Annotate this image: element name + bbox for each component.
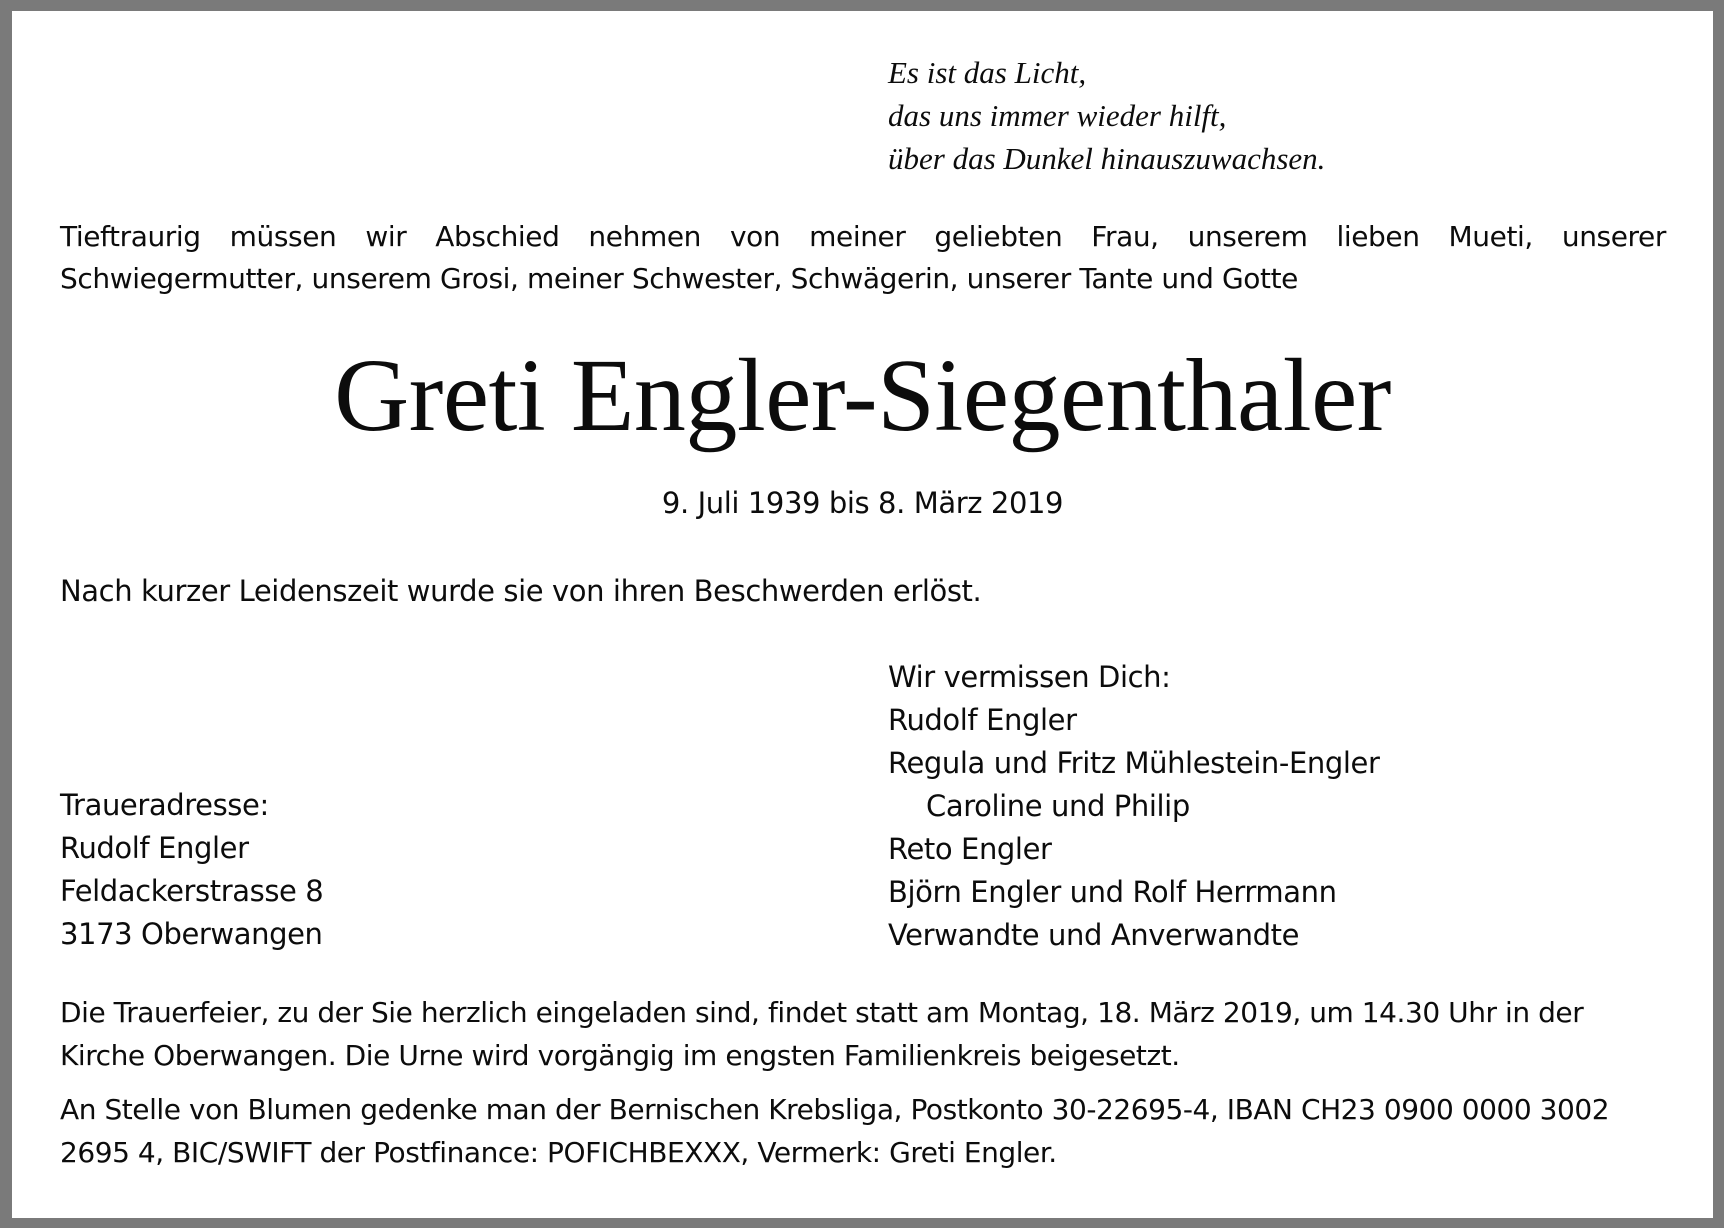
obituary-notice	[12, 11, 1713, 1218]
deceased-name: Greti Engler-Siegenthaler	[334, 338, 1391, 453]
life-dates: 9. Juli 1939 bis 8. März 2019	[661, 486, 1064, 520]
address-name: Rudolf Engler	[60, 831, 249, 865]
family-member: Verwandte und Anverwandte	[888, 918, 1300, 952]
motto-quote	[888, 51, 1325, 180]
illness-note: Nach kurzer Leidenszeit wurde sie von ihren Beschwerden erlöst.	[60, 574, 982, 608]
family-member: Björn Engler und Rolf Herrmann	[888, 875, 1337, 909]
ceremony-paragraph: Die Trauerfeier, zu der Sie herzlich eingeladen sind, findet statt am Montag, 18. März 2019, um 14.30 Uhr in der Kirche Oberwangen. Die Urne wird vorgängig im engsten Familienkreis beigesetzt.	[60, 996, 1584, 1072]
intro-paragraph: Tieftraurig müssen wir Abschied nehmen von meiner geliebten Frau, unserem lieben Mueti, unserer Schwiegermutter, unserem Grosi, meiner Schwester, Schwägerin, unserer Tante und Gotte	[60, 220, 1666, 295]
family-member: Caroline und Philip	[926, 789, 1190, 823]
motto-line: das uns immer wieder hilft,	[888, 98, 1227, 133]
family-member: Regula und Fritz Mühlestein-Engler	[888, 746, 1380, 780]
family-list	[888, 656, 1380, 957]
motto-line: Es ist das Licht,	[888, 55, 1087, 90]
family-member: Reto Engler	[888, 832, 1052, 866]
family-heading: Wir vermissen Dich:	[888, 660, 1171, 694]
address-city: 3173 Oberwangen	[60, 917, 323, 951]
family-member: Rudolf Engler	[888, 703, 1077, 737]
donation-paragraph: An Stelle von Blumen gedenke man der Bernischen Krebsliga, Postkonto 30-22695-4, IBAN CH23 0900 0000 3002 2695 4, BIC/SWIFT der Postfinance: POFICHBEXXX, Vermerk: Greti Engler.	[60, 1093, 1610, 1169]
motto-line: über das Dunkel hinauszuwachsen.	[888, 141, 1326, 176]
mourning-address	[60, 784, 323, 956]
address-street: Feldackerstrasse 8	[60, 874, 324, 908]
address-heading: Traueradresse:	[60, 788, 269, 822]
